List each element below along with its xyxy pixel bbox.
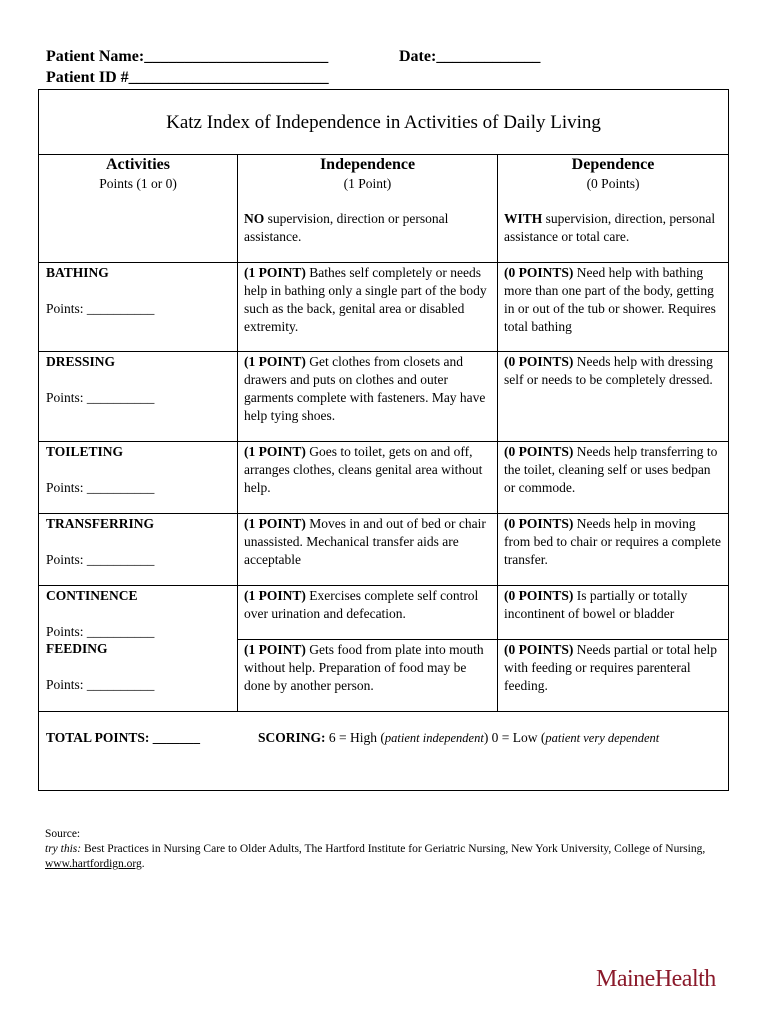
dependence-heading: Dependence <box>571 156 655 173</box>
table-row <box>39 352 729 442</box>
table-row <box>39 442 729 514</box>
activity-name: DRESSING <box>46 354 116 369</box>
table-row <box>39 586 729 712</box>
dependence-criteria: (0 POINTS) Needs partial or total help with feeding or requires parenteral feeding. <box>498 639 728 695</box>
points-field[interactable]: Points: __________ <box>46 480 155 495</box>
feeding-block <box>39 639 237 694</box>
activity-name: FEEDING <box>46 641 108 656</box>
form-title: Katz Index of Independence in Activities of Daily Living <box>166 112 601 133</box>
try-this-label: try this: <box>45 843 82 855</box>
points-field[interactable]: Points: __________ <box>46 301 155 316</box>
activity-name: CONTINENCE <box>46 588 138 603</box>
independence-criteria: (1 POINT) Exercises complete self control over urination and defecation. (1 POINT) Gets food from plate into mouth without help. Preparation of food may be done by another person. <box>238 586 498 712</box>
independence-heading: Independence <box>319 156 416 173</box>
table-row <box>39 263 729 352</box>
dependence-criteria: (0 POINTS) Need help with bathing more than one part of the body, getting in or out of the tub or shower. Requires total bathing <box>498 263 729 352</box>
dependence-criteria: (0 POINTS) Needs help in moving from bed to chair or requires a complete transfer. <box>498 514 729 586</box>
points-field[interactable]: Points: __________ <box>46 552 155 567</box>
table-row <box>39 514 729 586</box>
independence-criteria: (1 POINT) Gets food from plate into mouth without help. Preparation of food may be done by another person. <box>238 639 497 695</box>
independence-subheading: (1 Point) <box>343 176 392 191</box>
dependence-description: WITH supervision, direction, personal assistance or total care. <box>504 211 716 244</box>
source-citation: Source: try this: Best Practices in Nursing Care to Older Adults, The Hartford Institute for Geriatric Nursing, New York University, College of Nursing, www.hartfordign.org. <box>45 827 735 872</box>
activities-heading: Activities <box>106 156 170 173</box>
points-field[interactable]: Points: __________ <box>46 624 155 639</box>
form-title-cell <box>39 90 729 155</box>
source-link[interactable]: www.hartfordign.org <box>45 858 142 870</box>
activity-name: TOILETING <box>46 444 124 459</box>
independence-criteria: (1 POINT) Get clothes from closets and drawers and puts on clothes and outer garments complete with fasteners. May have help tying shoes. <box>238 352 498 442</box>
independence-criteria: (1 POINT) Goes to toilet, gets on and off, arranges clothes, cleans genital area without help. <box>238 442 498 514</box>
patient-name-field[interactable]: Patient Name:_______________________ <box>46 48 329 65</box>
activity-name: TRANSFERRING <box>46 516 155 531</box>
points-field[interactable]: Points: __________ <box>46 390 155 405</box>
independence-criteria: (1 POINT) Bathes self completely or needs help in bathing only a single part of the body such as the back, genital area or disabled extremity. <box>238 263 498 352</box>
dependence-criteria: (0 POINTS) Needs help with dressing self or needs to be completely dressed. <box>498 352 729 442</box>
source-label: Source: <box>45 828 81 840</box>
dependence-criteria: (0 POINTS) Is partially or totally incontinent of bowel or bladder (0 POINTS) Needs partial or total help with feeding or requires parenteral feeding. <box>498 586 729 712</box>
source-text: Best Practices in Nursing Care to Older Adults, The Hartford Institute for Geriatric Nursing, New York University, College of Nursing, <box>81 843 706 855</box>
independence-criteria: (1 POINT) Moves in and out of bed or chair unassisted. Mechanical transfer aids are acceptable <box>238 514 498 586</box>
patient-id-field[interactable]: Patient ID #_________________________ <box>46 69 329 86</box>
date-field[interactable]: Date:_____________ <box>399 48 541 65</box>
activities-header <box>39 155 238 263</box>
katz-table <box>38 89 729 791</box>
total-row <box>39 712 729 791</box>
dependence-criteria: (0 POINTS) Needs help transferring to the toilet, cleaning self or uses bedpan or commode. <box>498 442 729 514</box>
dependence-subheading: (0 Points) <box>586 176 640 191</box>
independence-description: NO supervision, direction or personal assistance. <box>244 211 449 244</box>
activities-subheading: Points (1 or 0) <box>99 176 177 191</box>
activity-name: BATHING <box>46 265 109 280</box>
points-field[interactable]: Points: __________ <box>46 677 155 692</box>
independence-header <box>238 155 498 263</box>
total-points-field[interactable]: TOTAL POINTS: _______ <box>46 730 201 745</box>
scoring-text: SCORING: 6 = High (patient independent) 0 = Low (patient very dependent <box>258 730 660 745</box>
mainehealth-logo: MaineHealth <box>596 966 716 992</box>
dependence-header <box>498 155 729 263</box>
